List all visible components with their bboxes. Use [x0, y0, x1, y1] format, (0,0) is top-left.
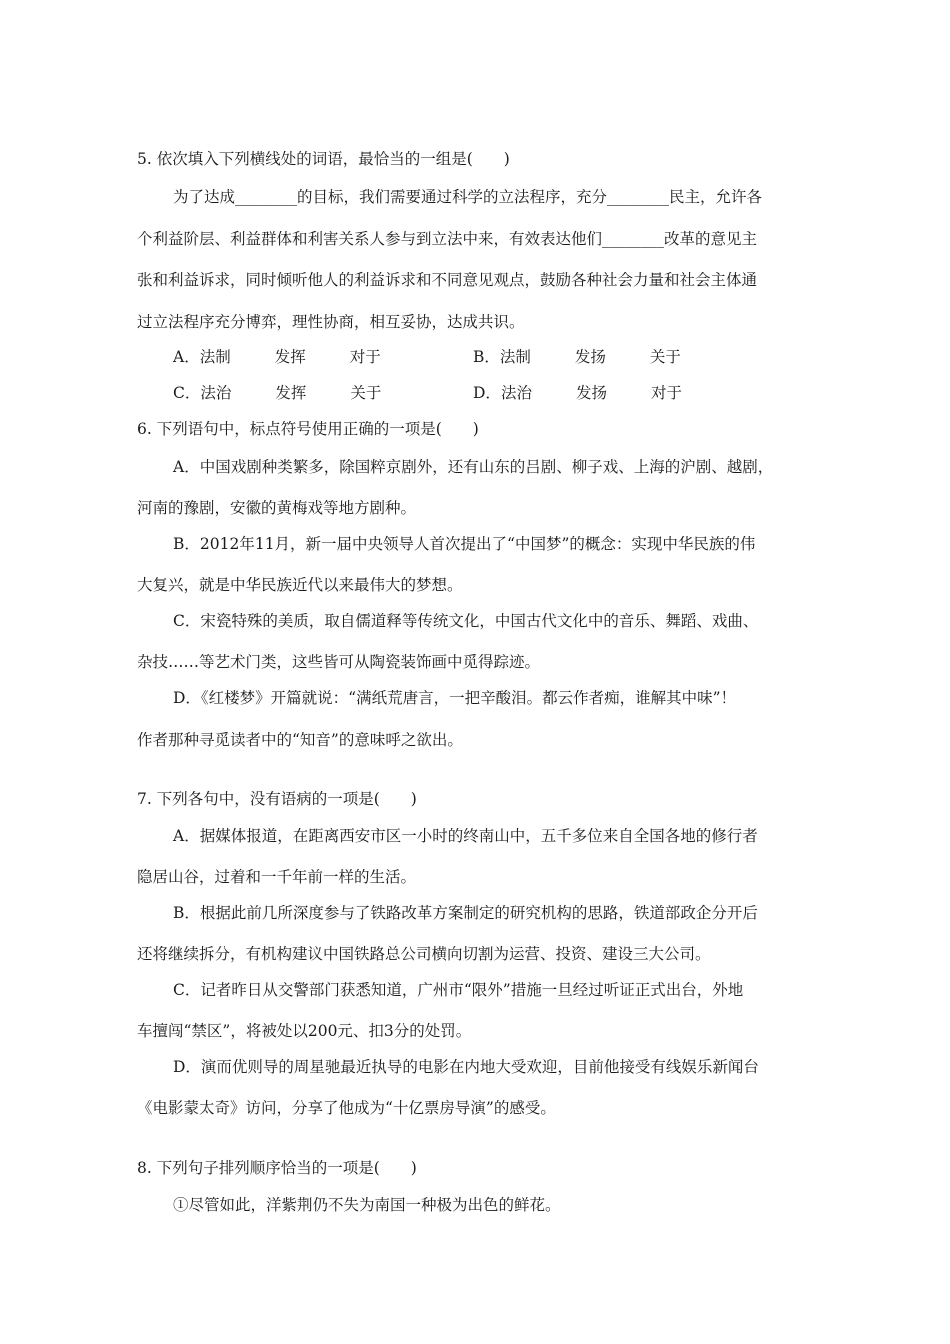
q8-line: ①尽管如此，洋紫荆仍不失为南国一种极为出色的鲜花。: [173, 1196, 561, 1214]
q6-line: 大复兴，就是中华民族近代以来最伟大的梦想。: [137, 576, 463, 594]
q7-line: D．演而优则导的周星驰最近执导的电影在内地大受欢迎，目前他接受有线娱乐新闻台: [173, 1058, 759, 1076]
q8-stem: 8. 下列句子排列顺序恰当的一项是( ): [137, 1159, 417, 1177]
option-word: 发挥: [274, 348, 306, 366]
q6-line: 河南的豫剧，安徽的黄梅戏等地方剧种。: [137, 499, 417, 517]
q5-passage-line: 过立法程序充分博弈，理性协商，相互妥协，达成共识。: [137, 313, 525, 331]
option-word: 法制: [199, 348, 231, 366]
q6-line: B．2012年11月，新一届中央领导人首次提出了“中国梦”的概念：实现中华民族的伟: [173, 535, 756, 553]
q6-line: C．宋瓷特殊的美质，取自儒道释等传统文化，中国古代文化中的音乐、舞蹈、戏曲、: [173, 612, 759, 630]
option-letter: A．: [173, 348, 200, 366]
option-letter: D．: [473, 384, 501, 402]
q5-option-a: [173, 346, 381, 368]
option-word: 关于: [350, 384, 382, 402]
q5-stem: 5. 依次填入下列横线处的词语，最恰当的一组是( ): [137, 150, 510, 168]
q6-line: D．《红楼梦》开篇就说：“满纸荒唐言，一把辛酸泪。都云作者痴，谁解其中味”！: [173, 689, 737, 707]
option-word: 法制: [499, 348, 531, 366]
q5-option-d: [473, 382, 682, 404]
q6-line: 杂技……等艺术门类，这些皆可从陶瓷装饰画中觅得踪迹。: [137, 653, 541, 671]
q6-line: A．中国戏剧种类繁多，除国粹京剧外，还有山东的吕剧、柳子戏、上海的沪剧、越剧，: [173, 458, 774, 476]
q7-line: 还将继续拆分，有机构建议中国铁路总公司横向切割为运营、投资、建设三大公司。: [137, 945, 711, 963]
option-word: 关于: [649, 348, 681, 366]
option-letter: C．: [173, 384, 201, 402]
q5-passage-line: 个利益阶层、利益群体和利害关系人参与到立法中来，有效表达他们________改革的意见主: [137, 230, 758, 248]
q7-stem: 7. 下列各句中，没有语病的一项是( ): [137, 790, 417, 808]
q7-line: A．据媒体报道，在距离西安市区一小时的终南山中，五千多位来自全国各地的修行者: [173, 827, 758, 845]
q5-passage-line: 张和利益诉求，同时倾听他人的利益诉求和不同意见观点，鼓励各种社会力量和社会主体通: [137, 271, 758, 289]
q7-line: 《电影蒙太奇》访问，分享了他成为“十亿票房导演”的感受。: [137, 1099, 556, 1117]
q7-line: C．记者昨日从交警部门获悉知道，广州市“限外”措施一旦经过听证正式出台，外地: [173, 981, 744, 999]
option-word: 发挥: [275, 384, 307, 402]
option-word: 法治: [500, 384, 532, 402]
q7-line: B．根据此前几所深度参与了铁路改革方案制定的研究机构的思路，铁道部政企分开后: [173, 904, 758, 922]
q5-option-c: [173, 382, 381, 404]
q5-option-b: [473, 346, 681, 368]
q5-passage-line: 为了达成________的目标，我们需要通过科学的立法程序，充分________民主，允许各: [173, 188, 763, 206]
option-letter: B．: [473, 348, 500, 366]
q6-stem: 6. 下列语句中，标点符号使用正确的一项是( ): [137, 420, 479, 438]
q7-line: 车擅闯“禁区”，将被处以200元、扣3分的处罚。: [137, 1022, 472, 1040]
q7-line: 隐居山谷，过着和一千年前一样的生活。: [137, 868, 417, 886]
option-word: 对于: [650, 384, 682, 402]
q6-line: 作者那种寻觅读者中的“知音”的意味呼之欲出。: [137, 731, 463, 749]
option-word: 法治: [200, 384, 232, 402]
option-word: 对于: [349, 348, 381, 366]
option-word: 发扬: [574, 348, 606, 366]
option-word: 发扬: [575, 384, 607, 402]
